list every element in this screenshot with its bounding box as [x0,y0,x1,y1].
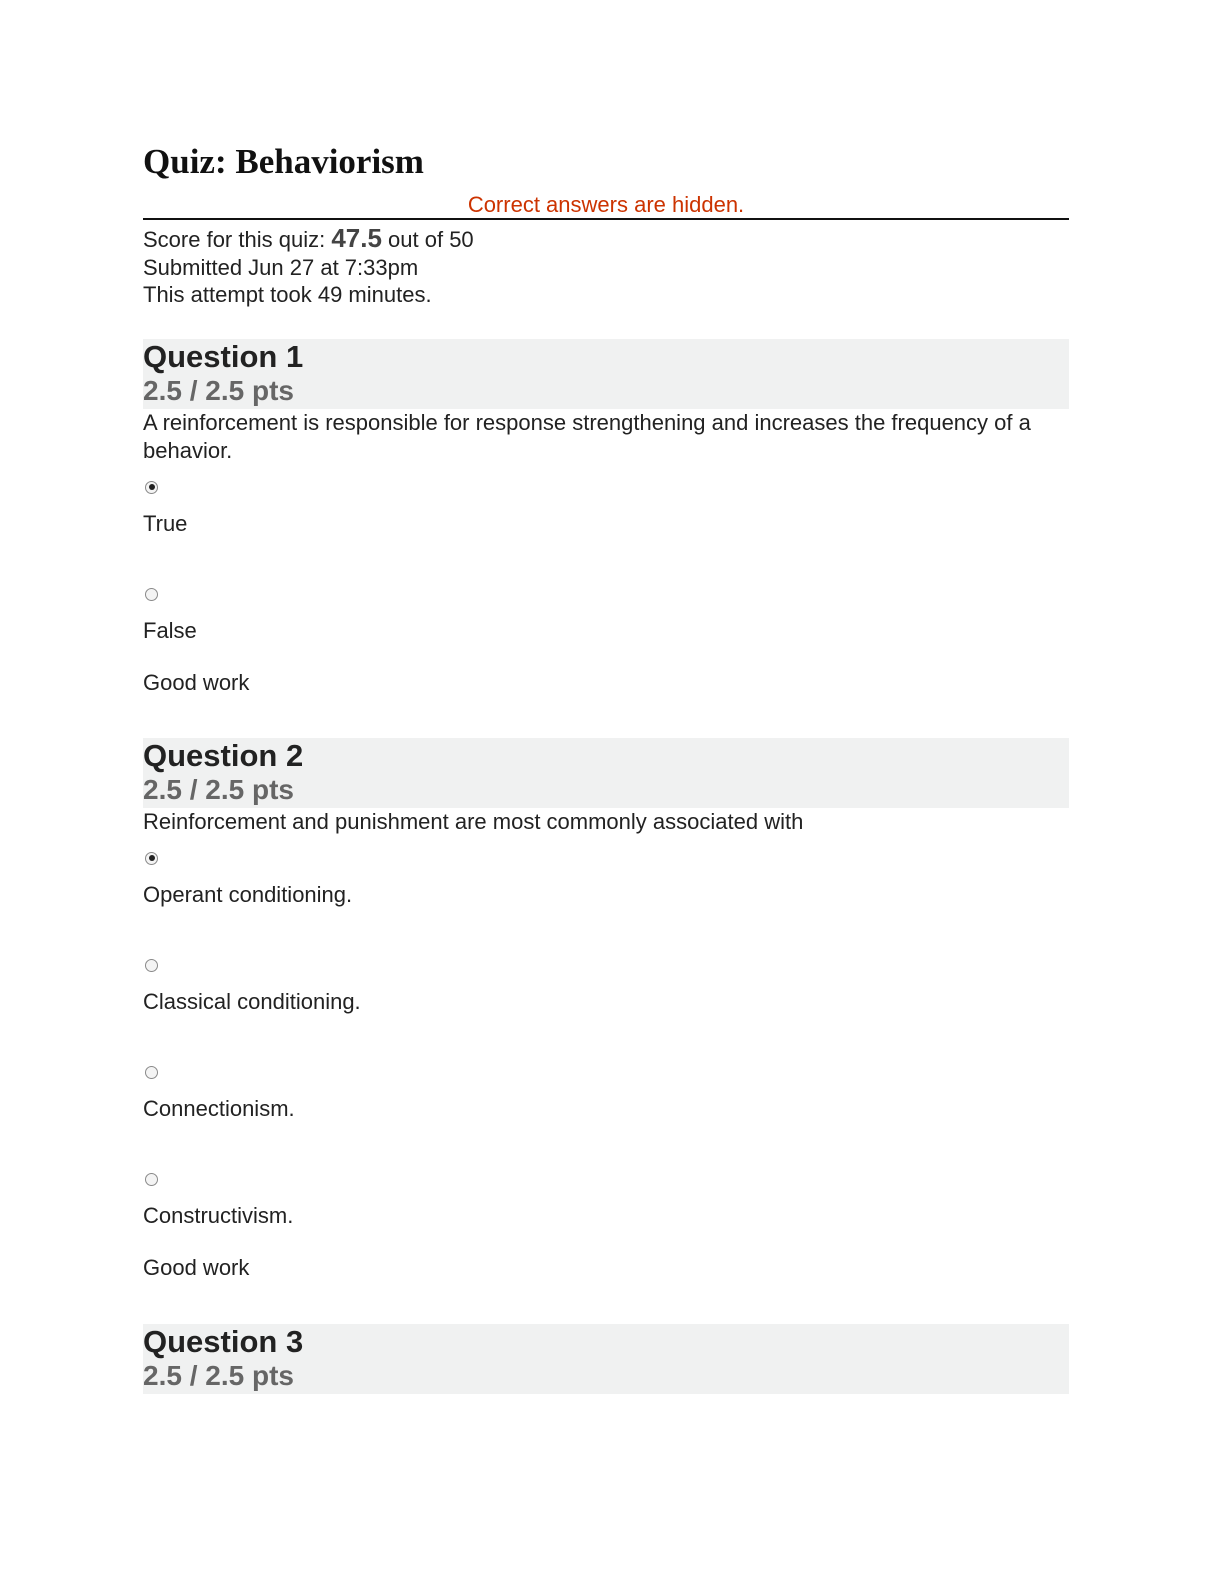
question-points: 2.5 / 2.5 pts [143,773,294,805]
score-suffix: out of 50 [381,227,474,252]
quiz-summary [143,225,1069,309]
radio-unselected-icon[interactable] [145,959,158,972]
submitted-time: Submitted Jun 27 at 7:33pm [143,254,419,280]
title-divider [143,218,1069,220]
question-title: Question 1 [143,338,304,374]
answer-label: True [143,510,188,536]
answer-option[interactable] [143,959,1069,1016]
answer-option[interactable] [143,1066,1069,1123]
question-3 [143,1324,1069,1394]
question-2 [143,738,1069,1282]
question-title: Question 2 [143,737,304,773]
question-text: Reinforcement and punishment are most commonly associated with [143,808,804,834]
question-feedback: Good work [143,669,250,695]
question-title: Question 3 [143,1323,304,1359]
score-line [143,225,1069,254]
attempt-duration: This attempt took 49 minutes. [143,282,432,307]
question-header [143,339,1069,409]
answer-label: Connectionism. [143,1095,295,1121]
answer-label: Constructivism. [143,1202,294,1228]
question-points: 2.5 / 2.5 pts [143,374,294,406]
question-1 [143,339,1069,697]
question-feedback: Good work [143,1254,250,1280]
answer-option[interactable] [143,1173,1069,1230]
answer-option[interactable] [143,588,1069,645]
score-prefix: Score for this quiz: [143,227,332,252]
question-header [143,1324,1069,1394]
radio-unselected-icon[interactable] [145,1173,158,1186]
question-points: 2.5 / 2.5 pts [143,1359,294,1391]
radio-unselected-icon[interactable] [145,588,158,601]
answer-label: Operant conditioning. [143,881,353,907]
answer-option[interactable] [143,481,1069,538]
radio-selected-icon[interactable] [145,481,158,494]
page-title: Quiz: Behaviorism [143,142,424,181]
answers-hidden-notice: Correct answers are hidden. [467,192,745,217]
question-text: A reinforcement is responsible for response strengthening and increases the frequency of a behavior. [143,409,1031,463]
radio-unselected-icon[interactable] [145,1066,158,1079]
answer-label: False [143,617,197,643]
answer-label: Classical conditioning. [143,988,361,1014]
quiz-page [143,140,1069,1394]
radio-selected-icon[interactable] [145,852,158,865]
answer-option[interactable] [143,852,1069,909]
score-value: 47.5 [331,223,382,253]
question-header [143,738,1069,808]
